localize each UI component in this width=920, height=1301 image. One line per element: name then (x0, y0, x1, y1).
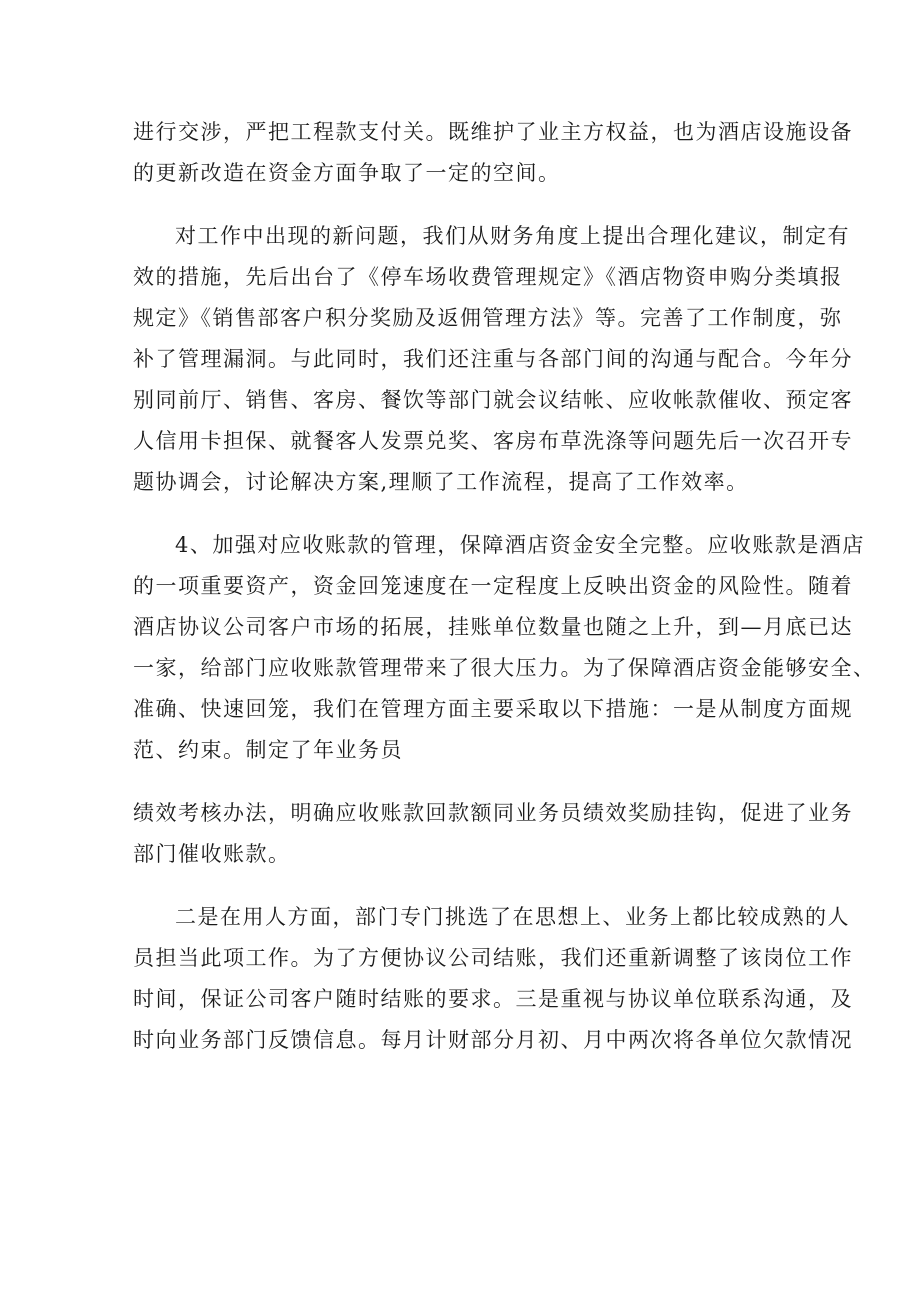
text-line: 时间，保证公司客户随时结账的要求。三是重视与协议单位联系沟通，及 (133, 987, 853, 1011)
text-line: 员担当此项工作。为了方便协议公司结账，我们还重新调整了该岗位工作 (133, 946, 853, 970)
document-page (133, 112, 876, 1083)
text-line: 一家，给部门应收账款管理带来了很大压力。为了保障酒店资金能够安全、 (133, 656, 876, 680)
text-line: 范、约束。制定了年业务员 (133, 738, 403, 762)
text-line: 人信用卡担保、就餐客人发票兑奖、客房布草洗涤等问题先后一次召开专 (133, 429, 853, 453)
text-line: 别同前厅、销售、客房、餐饮等部门就会议结帐、应收帐款催收、预定客 (133, 388, 853, 412)
text-line: 补了管理漏洞。与此同时，我们还注重与各部门间的沟通与配合。今年分 (133, 347, 853, 371)
text-line: 时向业务部门反馈信息。每月计财部分月初、月中两次将各单位欠款情况 (133, 1028, 853, 1052)
paragraph-3 (133, 525, 876, 771)
text-line: 的一项重要资产，资金回笼速度在一定程度上反映出资金的风险性。随着 (133, 574, 853, 598)
text-line: 4、加强对应收账款的管理，保障酒店资金安全完整。应收账款是酒店 (175, 533, 865, 557)
paragraph-2 (133, 216, 853, 503)
text-line: 酒店协议公司客户市场的拓展，挂账单位数量也随之上升，到—月底已达 (133, 615, 853, 639)
paragraph-5 (133, 897, 853, 1061)
text-line: 绩效考核办法，明确应收账款回款额同业务员绩效奖励挂钩，促进了业务 (133, 801, 853, 825)
text-line: 进行交涉，严把工程款支付关。既维护了业主方权益，也为酒店设施设备 (133, 120, 853, 144)
paragraph-4 (133, 793, 853, 875)
text-line: 部门催收账款。 (133, 842, 291, 866)
text-line: 二是在用人方面，部门专门挑选了在思想上、业务上都比较成熟的人 (175, 905, 850, 929)
paragraph-1 (133, 112, 853, 194)
text-line: 效的措施，先后出台了《停车场收费管理规定》《酒店物资申购分类填报 (133, 265, 843, 289)
text-line: 的更新改造在资金方面争取了一定的空间。 (133, 161, 561, 185)
text-line: 题协调会，讨论解决方案,理顺了工作流程，提高了工作效率。 (133, 470, 749, 494)
text-line: 准确、快速回笼，我们在管理方面主要采取以下措施：一是从制度方面规 (133, 697, 853, 721)
text-line: 对工作中出现的新问题，我们从财务角度上提出合理化建议，制定有 (175, 224, 850, 248)
text-line: 规定》《销售部客户积分奖励及返佣管理方法》等。完善了工作制度，弥 (133, 306, 843, 330)
